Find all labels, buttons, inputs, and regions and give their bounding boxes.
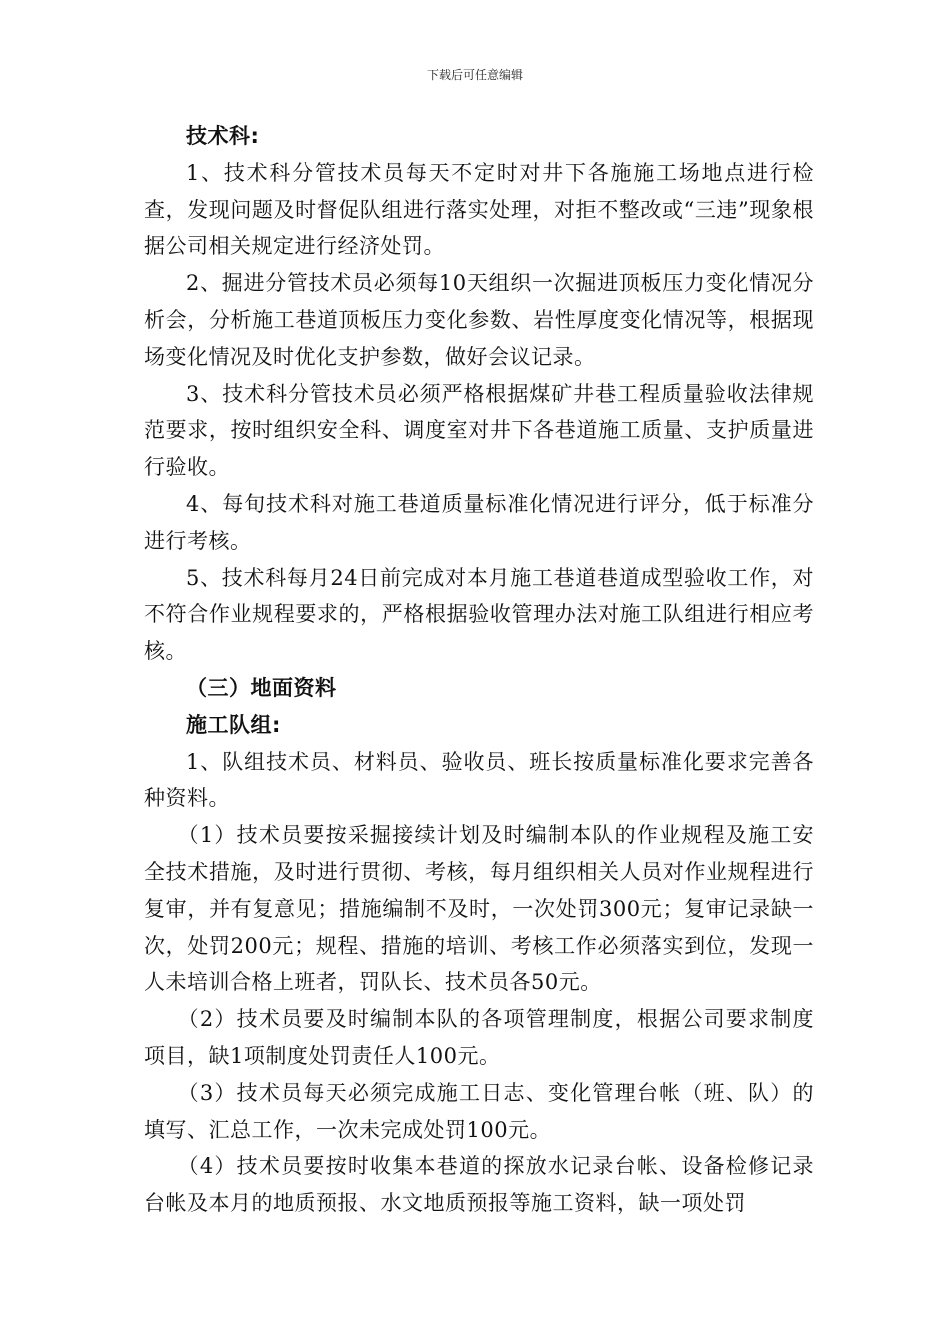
- tech-dept-item-4: 4、每旬技术科对施工巷道质量标准化情况进行评分，低于标准分进行考核。: [144, 491, 814, 553]
- page-header-note: 下载后可任意编辑: [426, 68, 523, 82]
- construction-team-intro: 1、队组技术员、材料员、验收员、班长按质量标准化要求完善各种资料。: [144, 749, 814, 811]
- construction-team-sub-item-4: （4）技术员要按时收集本巷道的探放水记录台帐、设备检修记录台帐及本月的地质预报、水文地质预报等施工资料，缺一项处罚: [144, 1154, 814, 1216]
- tech-dept-item-3: 3、技术科分管技术员必须严格根据煤矿井巷工程质量验收法律规范要求，按时组织安全科、调度室对井下各巷道施工质量、支护质量进行验收。: [144, 381, 814, 480]
- section-title-construction-team: 施工队组:: [186, 712, 281, 737]
- tech-dept-item-1: 1、技术科分管技术员每天不定时对井下各施施工场地点进行检查，发现问题及时督促队组进行落实处理，对拒不整改或“三违”现象根据公司相关规定进行经济处罚。: [144, 160, 814, 259]
- construction-team-sub-item-2: （2）技术员要及时编制本队的各项管理制度，根据公司要求制度项目，缺1项制度处罚责任人100元。: [144, 1007, 814, 1068]
- construction-team-sub-item-1: （1）技术员要按采掘接续计划及时编制本队的作业规程及施工安全技术措施，及时进行贯彻、考核，每月组织相关人员对作业规程进行复审，并有复意见；措施编制不及时，一次处罚300元；复审记录缺一次，处罚200元；规程、措施的培训、考核工作必须落实到位，发现一人未培训合格上班者，罚队长、技术员各50元。: [144, 823, 814, 995]
- tech-dept-item-2: 2、掘进分管技术员必须每10天组织一次掘进顶板压力变化情况分析会，分析施工巷道顶板压力变化参数、岩性厚度变化情况等，根据现场变化情况及时优化支护参数，做好会议记录。: [144, 271, 814, 369]
- tech-dept-item-5: 5、技术科每月24日前完成对本月施工巷道巷道成型验收工作，对不符合作业规程要求的，严格根据验收管理办法对施工队组进行相应考核。: [144, 565, 814, 664]
- section-title-tech-dept: 技术科:: [186, 124, 260, 148]
- document-body: [144, 118, 814, 1222]
- section-title-ground-data: （三）地面资料: [186, 675, 337, 700]
- construction-team-sub-item-3: （3）技术员每天必须完成施工日志、变化管理台帐（班、队）的填写、汇总工作，一次未完成处罚100元。: [144, 1080, 814, 1142]
